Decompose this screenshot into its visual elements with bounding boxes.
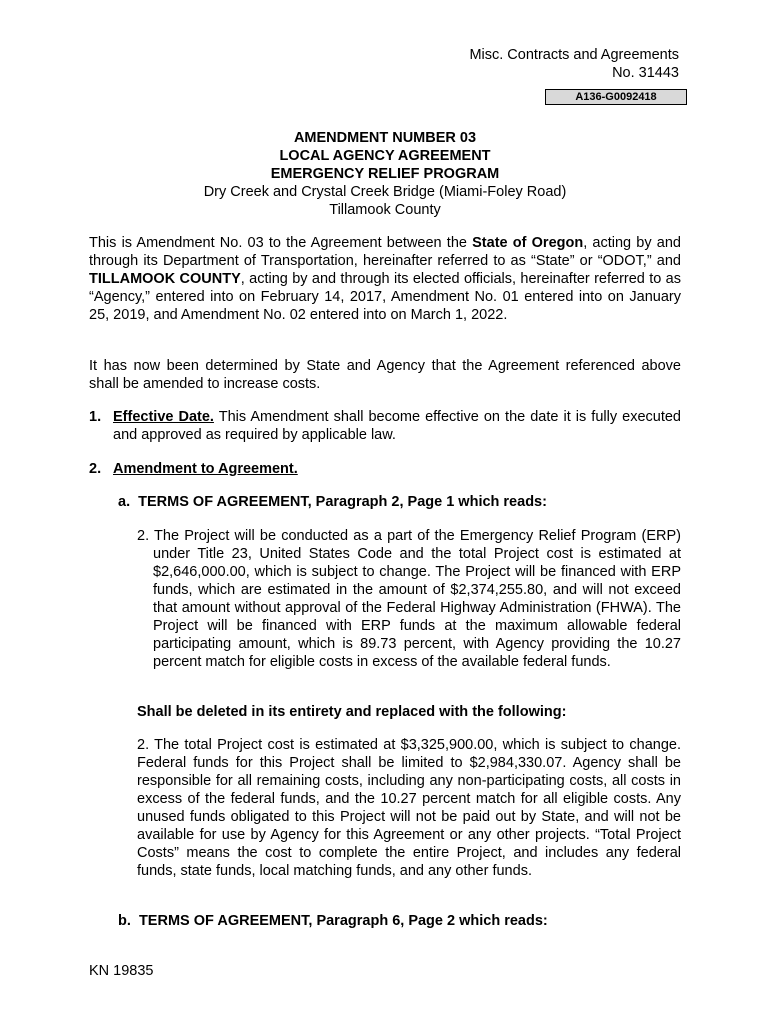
original-paragraph-2: 2. The Project will be conducted as a part of the Emergency Relief Program (ERP) under Title 23, United States Code and the total Project cost is estimated at $2,646,000.00, which is subject to change. The Project will be financed with ERP funds, which are estimated in the amount of $2,374,255.80, and will not exceed that amount without approval of the Federal Highway Administration (FHWA). The Project will be financed with ERP funds at the maximum allowable federal participating amount, which is 89.73 percent, with Agency providing the 10.27 percent match for eligible costs in excess of the available federal funds. <box>137 528 681 670</box>
replacement-paragraph-2: 2. The total Project cost is estimated at $3,325,900.00, which is subject to change. Federal funds for this Project shall be limited to $2,984,330.07. Agency shall be responsible for all remaining costs, including any non-participating costs, all costs in excess of the federal funds, and the 10.27 percent match for all eligible costs. Any unused funds obligated to this Project will not be paid out by State, and will not be available for use by Agency for this Agreement or any other projects. “Total Project Costs” means the cost to complete the entire Project, and includes any federal funds, state funds, local matching funds, and any other funds. <box>137 737 681 879</box>
agreement-code-box: A136-G0092418 <box>545 89 687 105</box>
sub-a-heading <box>118 493 547 511</box>
header-line-1: Misc. Contracts and Agreements <box>469 47 679 63</box>
intro-text-3: , acting by and through its elected officials, hereinafter referred to as “Agency,” entered into on February 14, 2017, Amendment No. 01 entered into on January 25, 2019, and Amendment No. 02 entered into on March 1, 2022. <box>89 271 681 323</box>
section-1-heading: Effective Date. <box>113 409 214 425</box>
sub-a-text: TERMS OF AGREEMENT, Paragraph 2, Page 1 which reads: <box>138 494 547 510</box>
section-2-amendment <box>89 460 681 478</box>
sub-b-text: TERMS OF AGREEMENT, Paragraph 6, Page 2 which reads: <box>138 913 548 929</box>
sub-b-label: b. <box>118 913 131 929</box>
intro-text-1: This is Amendment No. 03 to the Agreement between the <box>89 235 473 251</box>
section-2-number: 2. <box>89 461 102 477</box>
section-1-effective-date <box>89 408 681 444</box>
title-amendment-number: AMENDMENT NUMBER 03 <box>293 130 477 146</box>
section-1-number: 1. <box>89 409 102 425</box>
title-program: EMERGENCY RELIEF PROGRAM <box>270 166 500 182</box>
determination-paragraph: It has now been determined by State and Agency that the Agreement referenced above shall be amended to increase costs. <box>89 358 681 392</box>
intro-county-name: TILLAMOOK COUNTY <box>89 271 241 287</box>
intro-paragraph <box>89 234 681 324</box>
header-line-2: No. 31443 <box>612 65 679 81</box>
section-2-heading: Amendment to Agreement. <box>113 461 298 477</box>
title-county: Tillamook County <box>329 202 441 218</box>
title-agreement-type: LOCAL AGENCY AGREEMENT <box>279 148 491 164</box>
replace-heading: Shall be deleted in its entirety and replaced with the following: <box>137 704 567 720</box>
intro-state-name: State of Oregon <box>472 235 584 251</box>
footer-key-number: KN 19835 <box>89 963 154 979</box>
title-project-name: Dry Creek and Crystal Creek Bridge (Miami-Foley Road) <box>203 184 567 200</box>
contract-header <box>469 46 679 82</box>
section-1-text: This Amendment shall become effective on the date it is fully executed and approved as required by applicable law. <box>113 409 681 443</box>
sub-a-label: a. <box>118 494 131 510</box>
intro-text-2: , acting by and through its Department of Transportation, hereinafter referred to as “State” or “ODOT,” and <box>89 235 681 269</box>
sub-b-heading <box>118 912 548 930</box>
